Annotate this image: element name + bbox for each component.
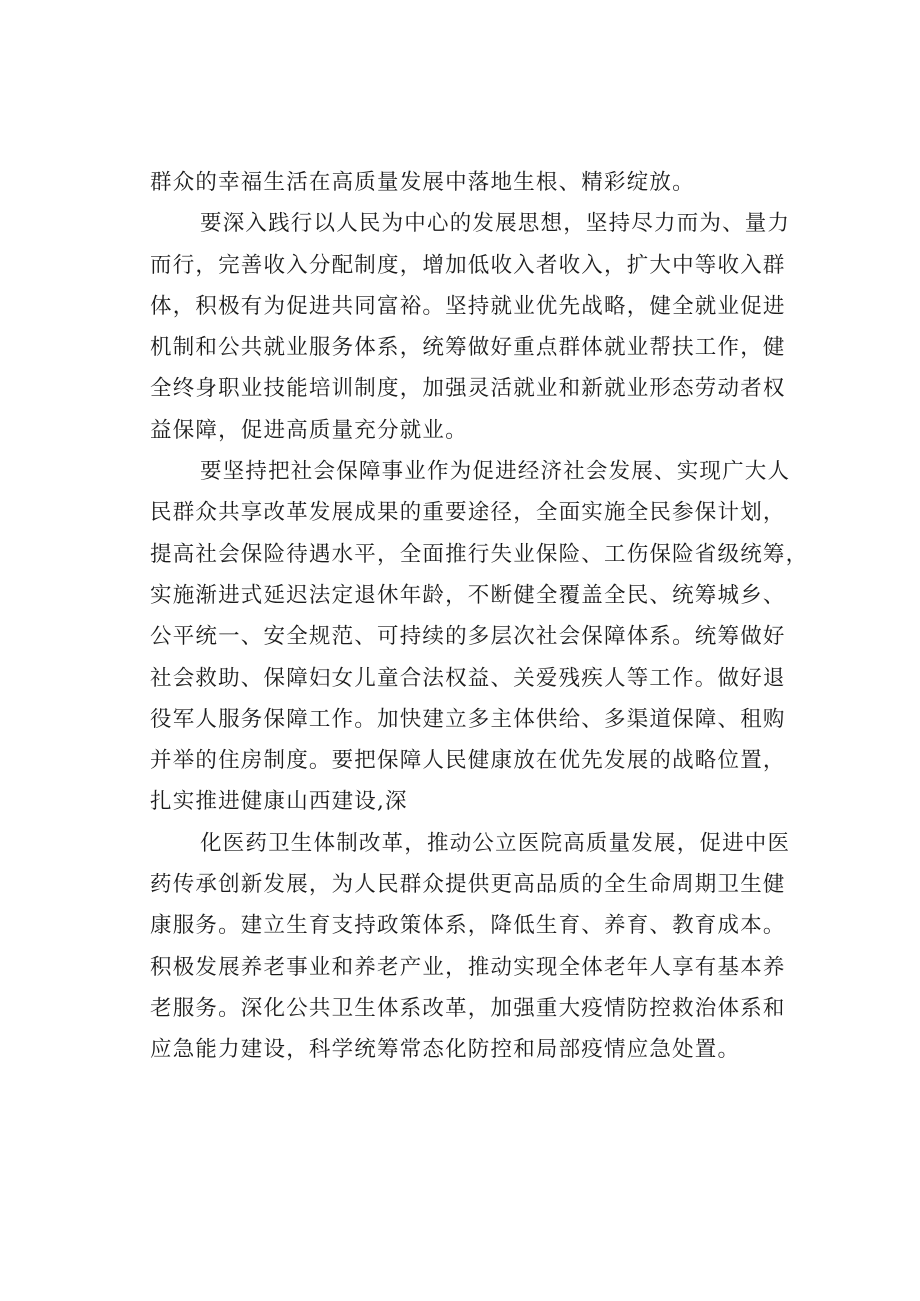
text-line: 而行，完善收入分配制度，增加低收入者收入，扩大中等收入群 [150,252,786,278]
text-line: 社会救助、保障妇女儿童合法权益、关爱残疾人等工作。做好退 [150,665,786,691]
paragraph-first-line: 化医药卫生体制改革，推动公立医院高质量发展，促进中医 [200,830,791,856]
text-line: 公平统一、安全规范、可持续的多层次社会保障体系。统筹做好 [150,624,786,650]
text-line: 应急能力建设，科学统筹常态化防控和局部疫情应急处置。 [150,1037,741,1063]
text-line: 实施渐进式延迟法定退休年龄，不断健全覆盖全民、统筹城乡、 [150,582,786,608]
text-line: 提高社会保险待遇水平，全面推行失业保险、工伤保险省级统筹， [150,541,809,567]
text-line: 机制和公共就业服务体系，统筹做好重点群体就业帮扶工作，健 [150,335,786,361]
text-line: 全终身职业技能培训制度，加强灵活就业和新就业形态劳动者权 [150,376,786,402]
text-line: 并举的住房制度。要把保障人民健康放在优先发展的战略位置， [150,748,786,774]
paragraph-first-line: 要深入践行以人民为中心的发展思想，坚持尽力而为、量力 [200,211,791,237]
text-line: 体，积极有为促进共同富裕。坚持就业优先战略，健全就业促进 [150,293,786,319]
paragraph-first-line: 要坚持把社会保障事业作为促进经济社会发展、实现广大人 [200,459,791,485]
body-text [150,162,809,1071]
text-line: 扎实推进健康山西建设,深 [150,789,408,815]
text-line: 积极发展养老事业和养老产业，推动实现全体老年人享有基本养 [150,954,786,980]
text-line: 益保障，促进高质量充分就业。 [150,417,468,443]
text-line: 药传承创新发展，为人民群众提供更高品质的全生命周期卫生健 [150,872,786,898]
text-line: 康服务。建立生育支持政策体系，降低生育、养育、教育成本。 [150,913,786,939]
text-line: 民群众共享改革发展成果的重要途径，全面实施全民参保计划， [150,500,786,526]
text-line: 老服务。深化公共卫生体系改革，加强重大疫情防控救治体系和 [150,995,786,1021]
text-line: 群众的幸福生活在高质量发展中落地生根、精彩绽放。 [150,170,695,195]
text-line: 役军人服务保障工作。加快建立多主体供给、多渠道保障、租购 [150,706,786,732]
